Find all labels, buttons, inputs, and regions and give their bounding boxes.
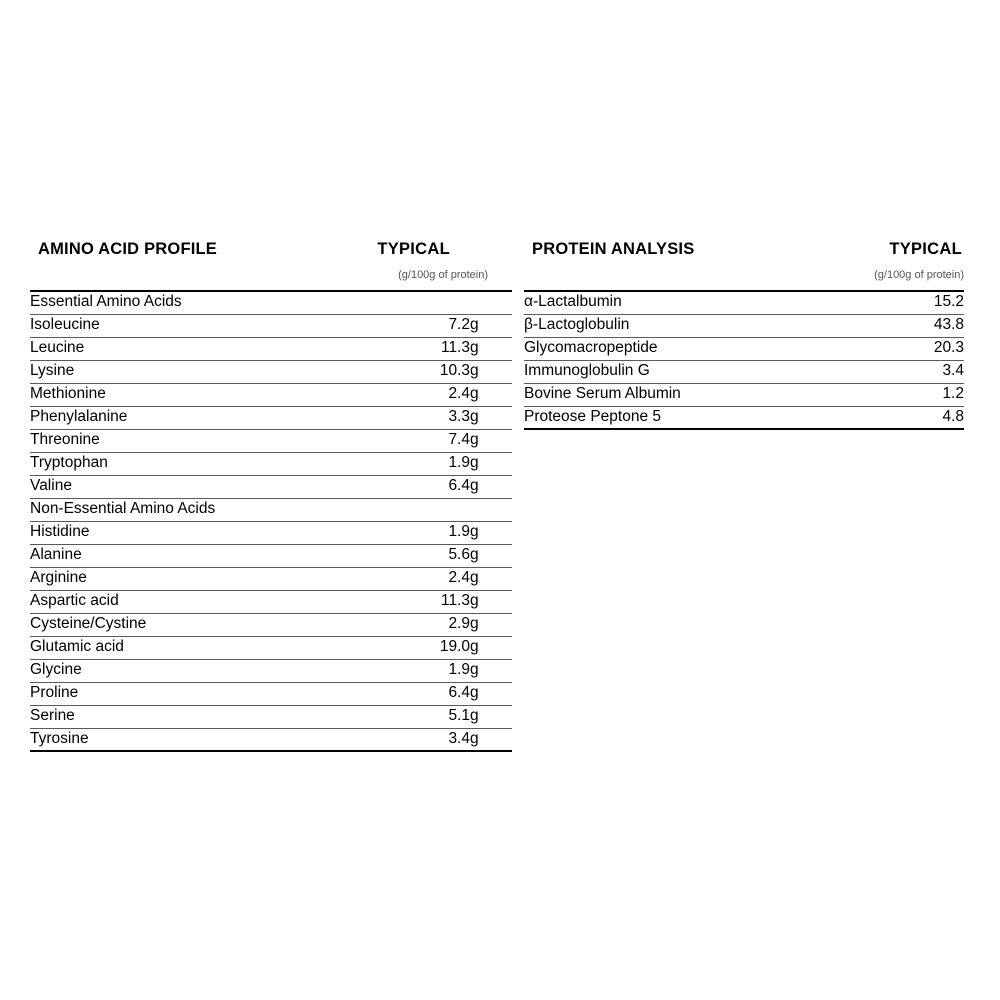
nutrient-unit: g <box>470 590 512 613</box>
nutrient-unit: g <box>470 682 512 705</box>
nutrient-name: α-Lactalbumin <box>524 291 854 314</box>
table-row <box>30 314 512 337</box>
nutrient-value: 1.9 <box>398 659 470 682</box>
nutrient-value: 5.1 <box>398 705 470 728</box>
table-row <box>30 429 512 452</box>
nutrient-value: 1.2 <box>854 383 964 406</box>
amino-acid-profile-header <box>30 240 512 290</box>
nutrient-name: Immunoglobulin G <box>524 360 854 383</box>
table-row <box>30 682 512 705</box>
nutrient-name: Isoleucine <box>30 314 398 337</box>
nutrient-unit: g <box>470 636 512 659</box>
nutrient-value: 6.4 <box>398 682 470 705</box>
nutrient-name: Valine <box>30 475 398 498</box>
nutrient-name: Glycine <box>30 659 398 682</box>
nutrient-value: 11.3 <box>398 337 470 360</box>
nutrient-value: 3.4 <box>854 360 964 383</box>
protein-analysis-units-note: (g/100g of protein) <box>874 269 964 281</box>
nutrient-unit: g <box>470 521 512 544</box>
table-row <box>30 383 512 406</box>
protein-analysis-panel <box>524 240 964 430</box>
table-row <box>30 728 512 751</box>
nutrient-value: 43.8 <box>854 314 964 337</box>
nutrient-name: Methionine <box>30 383 398 406</box>
nutrient-value: 11.3 <box>398 590 470 613</box>
table-row <box>30 567 512 590</box>
nutrient-value: 3.3 <box>398 406 470 429</box>
nutrient-unit: g <box>470 360 512 383</box>
protein-analysis-header <box>524 240 964 290</box>
nutrient-name: Glutamic acid <box>30 636 398 659</box>
nutrient-value: 7.4 <box>398 429 470 452</box>
nutrient-name: Alanine <box>30 544 398 567</box>
protein-analysis-typical-column-header: TYPICAL <box>889 240 962 258</box>
nutrient-value: 15.2 <box>854 291 964 314</box>
nutrient-value: 6.4 <box>398 475 470 498</box>
nutrient-name: Lysine <box>30 360 398 383</box>
nutrient-unit: g <box>470 314 512 337</box>
protein-analysis-title: PROTEIN ANALYSIS <box>532 240 695 258</box>
nutrient-value: 2.4 <box>398 383 470 406</box>
nutrient-name: β-Lactoglobulin <box>524 314 854 337</box>
nutrient-name: Arginine <box>30 567 398 590</box>
nutrient-unit <box>470 291 512 314</box>
table-row <box>30 521 512 544</box>
nutrient-unit: g <box>470 659 512 682</box>
nutrient-name: Serine <box>30 705 398 728</box>
table-row <box>30 590 512 613</box>
nutrient-name: Bovine Serum Albumin <box>524 383 854 406</box>
table-row <box>30 475 512 498</box>
nutrient-value: 2.4 <box>398 567 470 590</box>
amino-acid-table-body <box>30 291 512 751</box>
nutrient-value <box>398 498 470 521</box>
nutrient-name: Proteose Peptone 5 <box>524 406 854 429</box>
nutrient-value: 20.3 <box>854 337 964 360</box>
nutrient-unit: g <box>470 475 512 498</box>
nutrient-name: Glycomacropeptide <box>524 337 854 360</box>
table-section-row <box>30 291 512 314</box>
protein-analysis-table-body <box>524 291 964 429</box>
section-label: Non-Essential Amino Acids <box>30 498 398 521</box>
nutrient-value: 3.4 <box>398 728 470 751</box>
nutrient-unit: g <box>470 383 512 406</box>
nutrient-unit <box>470 498 512 521</box>
nutrient-unit: g <box>470 705 512 728</box>
nutrient-name: Cysteine/Cystine <box>30 613 398 636</box>
table-row <box>524 383 964 406</box>
section-label: Essential Amino Acids <box>30 291 398 314</box>
table-row <box>524 360 964 383</box>
nutrient-value: 4.8 <box>854 406 964 429</box>
nutrient-value: 10.3 <box>398 360 470 383</box>
table-row <box>30 406 512 429</box>
amino-acid-table <box>30 290 512 752</box>
table-row <box>30 705 512 728</box>
nutrient-name: Tyrosine <box>30 728 398 751</box>
table-row <box>30 613 512 636</box>
table-row <box>30 360 512 383</box>
nutrient-unit: g <box>470 544 512 567</box>
table-row <box>30 636 512 659</box>
nutrient-unit: g <box>470 337 512 360</box>
nutrient-unit: g <box>470 452 512 475</box>
nutrient-unit: g <box>470 406 512 429</box>
table-row <box>30 659 512 682</box>
amino-acid-typical-column-header: TYPICAL <box>377 240 450 258</box>
nutrient-value: 19.0 <box>398 636 470 659</box>
nutrient-unit: g <box>470 429 512 452</box>
table-row <box>30 337 512 360</box>
nutrient-value: 1.9 <box>398 452 470 475</box>
table-row <box>524 337 964 360</box>
nutrient-value: 2.9 <box>398 613 470 636</box>
nutrient-unit: g <box>470 728 512 751</box>
nutrient-name: Aspartic acid <box>30 590 398 613</box>
amino-acid-units-note: (g/100g of protein) <box>398 269 488 281</box>
protein-analysis-table <box>524 290 964 430</box>
amino-acid-profile-title: AMINO ACID PROFILE <box>38 240 217 258</box>
table-row <box>524 406 964 429</box>
nutrient-value: 1.9 <box>398 521 470 544</box>
nutrient-name: Threonine <box>30 429 398 452</box>
nutrient-name: Histidine <box>30 521 398 544</box>
table-row <box>30 452 512 475</box>
nutrient-name: Tryptophan <box>30 452 398 475</box>
table-row <box>30 544 512 567</box>
nutrient-name: Leucine <box>30 337 398 360</box>
table-row <box>524 291 964 314</box>
amino-acid-profile-panel <box>30 240 512 752</box>
table-section-row <box>30 498 512 521</box>
nutrient-unit: g <box>470 567 512 590</box>
nutrient-value <box>398 291 470 314</box>
nutrient-name: Phenylalanine <box>30 406 398 429</box>
nutrient-name: Proline <box>30 682 398 705</box>
nutrient-value: 7.2 <box>398 314 470 337</box>
nutrient-unit: g <box>470 613 512 636</box>
nutrient-value: 5.6 <box>398 544 470 567</box>
table-row <box>524 314 964 337</box>
